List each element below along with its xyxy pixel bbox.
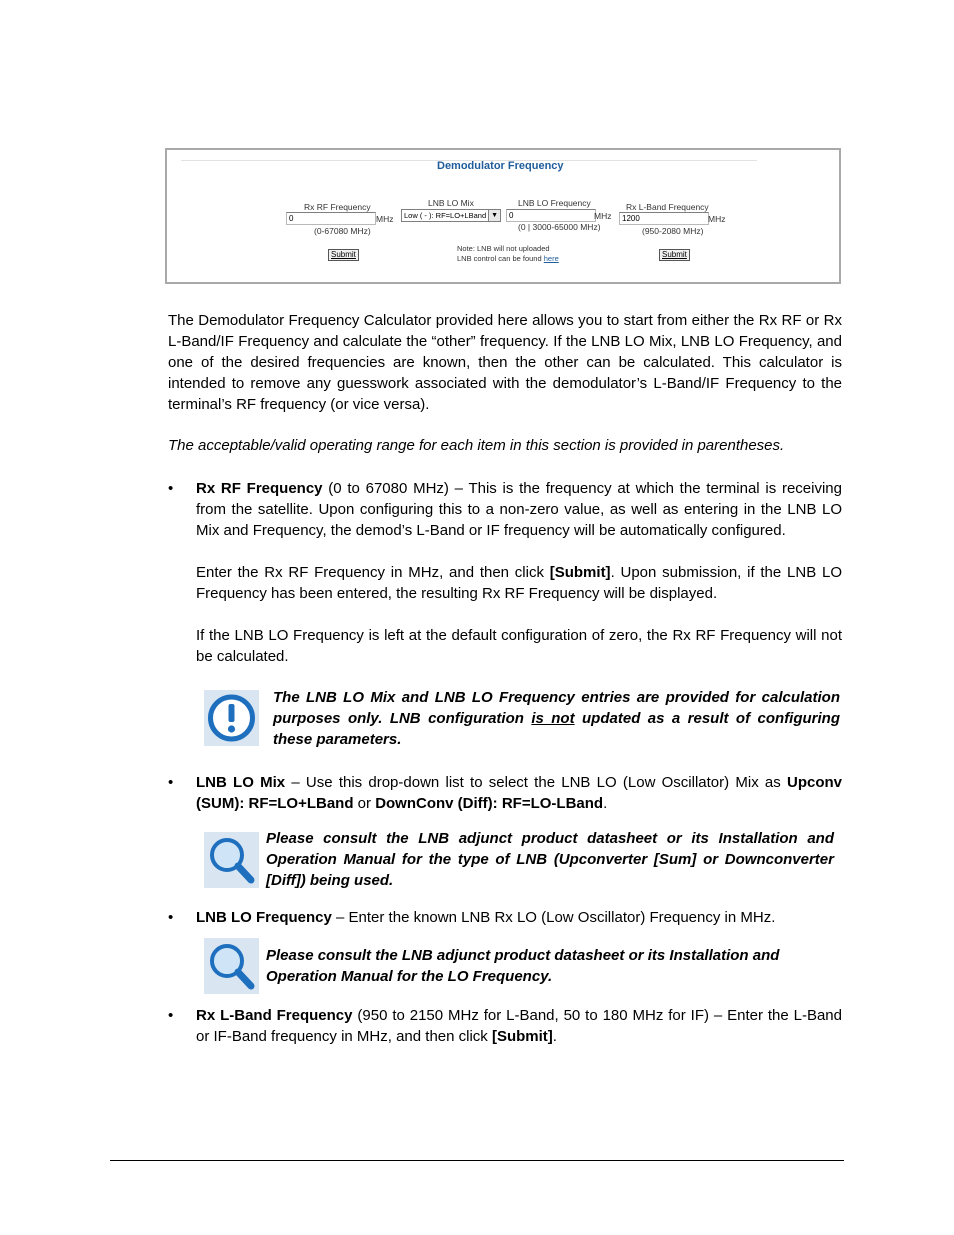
rx-rf-range: (0-67080 MHz) [314,226,371,236]
exclamation-icon [204,690,259,746]
lo-freq-term: LNB LO Frequency [196,909,332,926]
rx-rf-submit-button[interactable]: Submit [328,249,359,261]
bullet-dot: • [168,1007,174,1024]
lband-submit-button[interactable]: Submit [659,249,690,261]
rx-rf-submit-paragraph [196,562,842,604]
rx-rf-label: Rx RF Frequency [304,202,371,212]
lband-description [196,1005,842,1047]
rx-rf-text: (0 to 67080 MHz) – This is the frequency at which the terminal is receiving from the satellite. Upon configuring this to a non-zero value, as well as entering in the LNB LO Mix and Frequency, the demod’s L-Band or IF frequency will be automatically configured. [196,480,842,539]
lo-freq-text: – Enter the known LNB Rx LO (Low Oscillator) Frequency in MHz. [331,909,776,926]
lnb-note-line1: Note: LNB will not uploaded [457,244,550,253]
lo-freq-label: LNB LO Frequency [518,198,591,208]
lnb-note [457,244,559,264]
lo-freq-description [196,907,842,928]
panel-title: Demodulator Frequency [437,160,564,172]
intro-paragraph: The Demodulator Frequency Calculator provided here allows you to start from either the Rx RF or Rx L-Band/IF Frequency and calculate the “other” frequency. If the LNB LO Mix, LNB LO Frequency, and one of the desired frequencies are known, then the other can be calculated. This calculator is intended to remove any guesswork associated with the demodulator’s L-Band/IF Frequency to the terminal’s RF frequency (or vice versa). [168,312,842,413]
lo-mix-selected-value: Low ( - ): RF=LO+LBand [404,211,487,220]
magnifier-icon [204,938,259,994]
rx-rf-p2-text: Enter the Rx RF Frequency in MHz, and then click [196,564,550,581]
magnifier-icon [204,832,259,888]
rx-rf-p2-end: . Upon submission, if the LNB LO Frequency has been entered, the resulting Rx RF Frequency will be displayed. [196,564,842,602]
lnb-note-text: LNB control can be found [457,254,544,263]
rx-rf-term: Rx RF Frequency [196,480,323,497]
lo-mix-description [196,772,842,814]
submit-term: [Submit] [549,564,611,581]
caution-notice [273,687,840,750]
lband-text: (950 to 2150 MHz for L-Band, 50 to 180 MHz for IF) – Enter the L-Band or IF-Band frequency in MHz, and then click [196,1007,842,1045]
lo-mix-end: . [603,795,608,812]
lo-mix-opt1: Upconv (SUM): RF=LO+LBand [196,774,843,812]
lnb-note-line2 [457,254,559,264]
reference-note-2: Please consult the LNB adjunct product datasheet or its Installation and Operation Manual for the LO Frequency. [266,947,780,985]
lband-term: Rx L-Band Frequency [196,1007,353,1024]
rx-rf-default-paragraph: If the LNB LO Frequency is left at the default configuration of zero, the Rx RF Frequency will not be calculated. [196,627,842,665]
rx-rf-input[interactable]: 0 [286,212,376,225]
lo-freq-unit: MHz [594,211,612,221]
footer-rule [110,1160,844,1161]
lo-freq-input[interactable]: 0 [506,209,596,222]
lo-freq-range: (0 | 3000-65000 MHz) [518,222,601,232]
lo-mix-select[interactable] [401,209,501,222]
rx-rf-unit: MHz [376,214,394,224]
range-note: The acceptable/valid operating range for each item in this section is provided in parentheses. [168,437,785,454]
bullet-dot: • [168,774,174,791]
caution-text-end: updated as a result of configuring these parameters. [273,710,841,748]
reference-note-1: Please consult the LNB adjunct product datasheet or its Installation and Operation Manual for the type of LNB (Upconverter [Sum] or Downconverter [Diff]) being used. [266,830,834,889]
lband-end: . [552,1028,557,1045]
rx-rf-description [196,478,842,541]
caution-text: The LNB LO Mix and LNB LO Frequency entries are provided for calculation purposes only. LNB configuration [273,689,840,727]
lband-label: Rx L-Band Frequency [626,202,709,212]
lband-input[interactable]: 1200 [619,212,709,225]
lo-mix-text: – Use this drop-down list to select the LNB LO (Low Oscillator) Mix as [285,774,787,791]
lnb-control-link[interactable]: here [543,254,559,263]
lband-submit-term: [Submit] [491,1028,553,1045]
lo-mix-opt2: DownConv (Diff): RF=LO-LBand [375,795,604,812]
demod-frequency-panel [165,148,841,284]
lo-mix-mid: or [353,795,376,812]
bullet-dot: • [168,909,174,926]
lo-mix-term: LNB LO Mix [196,774,286,791]
lband-range: (950-2080 MHz) [642,226,704,236]
lo-mix-label: LNB LO Mix [428,198,474,208]
bullet-dot: • [168,480,174,497]
chevron-down-icon[interactable]: ▼ [488,210,500,221]
lband-unit: MHz [708,214,726,224]
caution-underlined: is not [531,710,575,727]
